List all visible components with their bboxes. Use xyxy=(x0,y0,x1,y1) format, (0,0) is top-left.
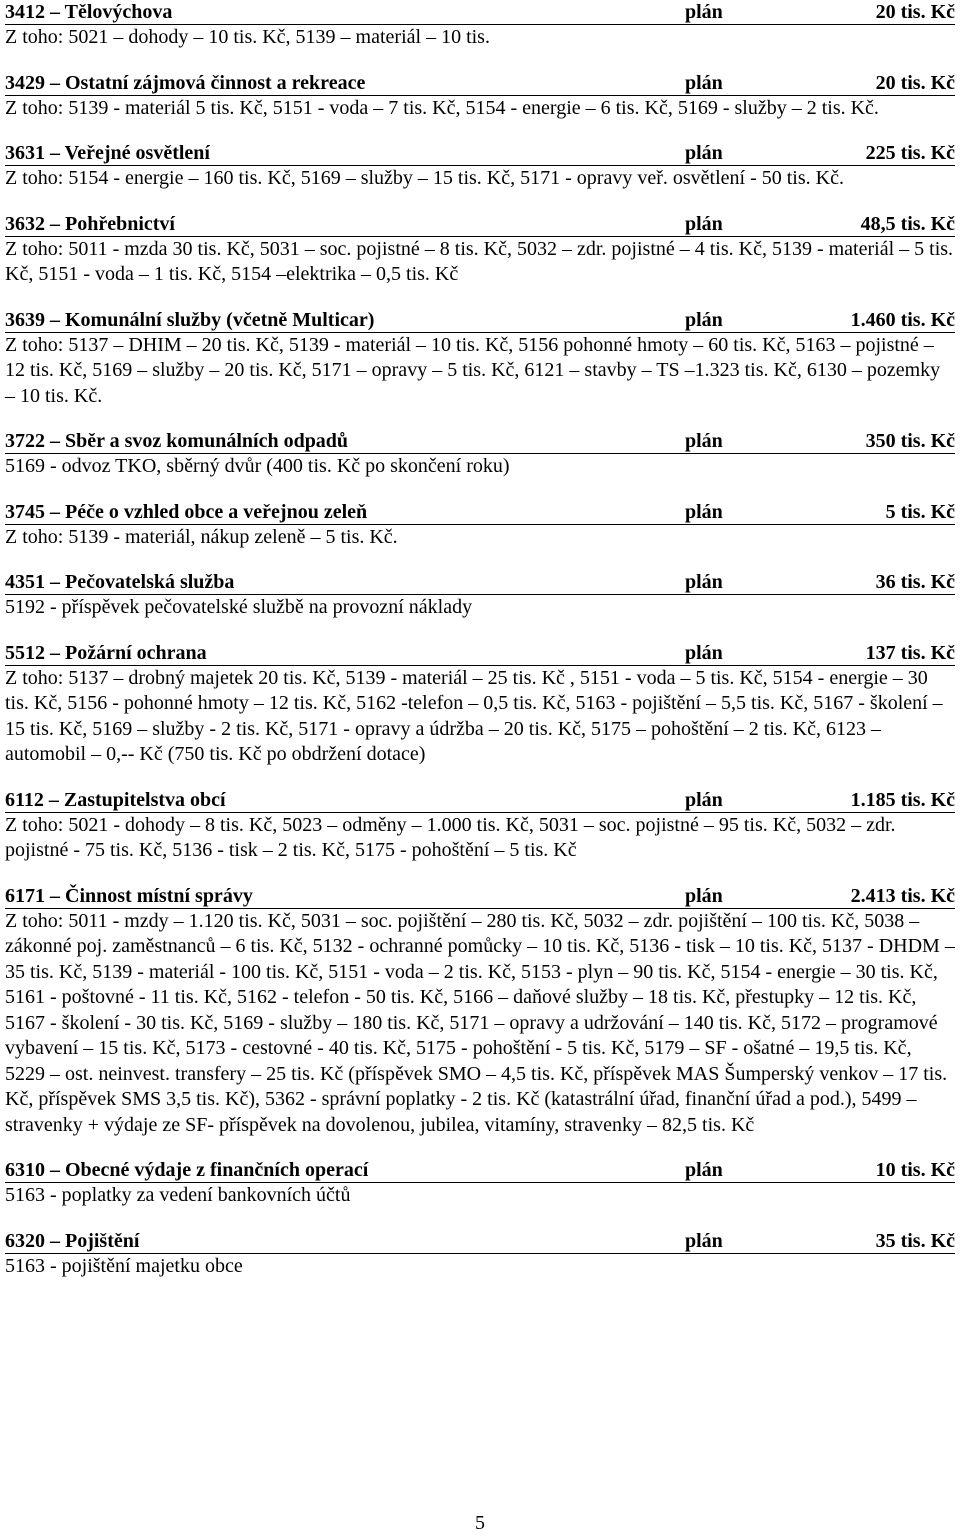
section-breakdown: Z toho: 5137 – DHIM – 20 tis. Kč, 5139 - materiál – 10 tis. Kč, 5156 pohonné hmoty – 60 tis. Kč, 5163 – pojistné – 12 tis. Kč, 5169 – služby – 20 tis. Kč, 5171 – opravy – 5 tis. Kč, 6121 – stavby – TS –1.323 tis. Kč, 6130 – pozemky – 10 tis. Kč. xyxy=(5,333,941,407)
plan-label: plán xyxy=(685,788,723,811)
section-breakdown: Z toho: 5021 – dohody – 10 tis. Kč, 5139 – materiál – 10 tis. xyxy=(5,26,490,48)
budget-document xyxy=(5,0,955,1299)
plan-amount: 225 tis. Kč xyxy=(865,142,955,164)
section-header xyxy=(5,71,955,96)
section-breakdown: 5163 - poplatky za vedení bankovních účtů xyxy=(5,1184,351,1206)
plan-amount: 1.185 tis. Kč xyxy=(850,788,955,811)
section-breakdown: Z toho: 5011 - mzdy – 1.120 tis. Kč, 5031 – soc. pojištění – 280 tis. Kč, 5032 – zdr. pojištění – 100 tis. Kč, 5038 – zákonné poj. zaměstnanců – 6 tis. Kč, 5132 - ochranné pomůcky – 10 tis. Kč, 5136 - tisk – 10 tis. Kč, 5137 - DHDM – 35 tis. Kč, 5139 - materiál - 100 tis. Kč, 5151 - voda – 2 tis. Kč, 5153 - plyn – 90 tis. Kč, 5154 - energie – 30 tis. Kč, 5161 - poštovné - 11 tis. Kč, 5162 - telefon - 50 tis. Kč, 5166 – daňové služby – 18 tis. Kč, přestupky – 12 tis. Kč, 5167 - školení - 30 tis. Kč, 5169 - služby – 180 tis. Kč, 5171 – opravy a udržování – 140 tis. Kč, 5172 – programové vybavení – 15 tis. Kč, 5173 - cestovné - 40 tis. Kč, 5175 - pohoštění - 5 tis. Kč, 5179 – SF - ošatné – 19,5 tis. Kč, 5229 – ost. neinvest. transfery – 25 tis. Kč (příspěvek SMO – 4,5 tis. Kč, příspěvek MAS Šumperský venkov – 17 tis. Kč, příspěvek SMS 3,5 tis. Kč), 5362 - správní poplatky - 2 tis. Kč (katastrální úřad, finanční úřad a pod.), 5499 – stravenky + výdaje ze SF- příspěvek na dovolenou, jubilea, vitamíny, stravenky – 82,5 tis. Kč xyxy=(5,909,955,1136)
section-title: 6310 – Obecné výdaje z finančních operací xyxy=(5,1159,369,1181)
section-header xyxy=(5,788,955,813)
section-header xyxy=(5,429,955,454)
plan-label: plán xyxy=(685,1229,723,1252)
section-title: 4351 – Pečovatelská služba xyxy=(5,571,235,593)
section-header xyxy=(5,884,955,909)
plan-label: plán xyxy=(685,308,723,331)
section-title: 6320 – Pojištění xyxy=(5,1229,140,1252)
plan-label: plán xyxy=(685,212,723,235)
plan-amount: 48,5 tis. Kč xyxy=(860,212,955,235)
budget-section xyxy=(5,0,955,51)
section-header xyxy=(5,1229,955,1254)
budget-section xyxy=(5,500,955,551)
plan-label: plán xyxy=(685,1,723,23)
section-header xyxy=(5,141,955,166)
budget-section xyxy=(5,1229,955,1280)
section-title: 5512 – Požární ochrana xyxy=(5,641,207,664)
section-header xyxy=(5,308,955,333)
section-header xyxy=(5,500,955,525)
plan-amount: 10 tis. Kč xyxy=(875,1159,955,1181)
budget-section xyxy=(5,308,955,410)
plan-amount: 1.460 tis. Kč xyxy=(850,308,955,331)
section-breakdown: Z toho: 5154 - energie – 160 tis. Kč, 5169 – služby – 15 tis. Kč, 5171 - opravy veř. osvětlení - 50 tis. Kč. xyxy=(5,167,844,189)
plan-label: plán xyxy=(685,884,723,907)
plan-label: plán xyxy=(685,142,723,164)
section-breakdown: 5169 - odvoz TKO, sběrný dvůr (400 tis. Kč po skončení roku) xyxy=(5,455,510,477)
section-header xyxy=(5,1158,955,1183)
budget-section xyxy=(5,1158,955,1209)
plan-amount: 5 tis. Kč xyxy=(885,500,955,523)
plan-label: plán xyxy=(685,641,723,664)
section-title: 3639 – Komunální služby (včetně Multicar) xyxy=(5,308,375,331)
budget-section xyxy=(5,570,955,621)
section-title: 3632 – Pohřebnictví xyxy=(5,212,175,235)
budget-section xyxy=(5,141,955,192)
budget-section xyxy=(5,71,955,122)
plan-label: plán xyxy=(685,1159,723,1181)
section-title: 6171 – Činnost místní správy xyxy=(5,884,253,907)
plan-amount: 20 tis. Kč xyxy=(875,1,955,23)
section-header xyxy=(5,570,955,595)
section-title: 3745 – Péče o vzhled obce a veřejnou zeleň xyxy=(5,500,368,523)
plan-label: plán xyxy=(685,500,723,523)
plan-amount: 137 tis. Kč xyxy=(865,641,955,664)
section-title: 6112 – Zastupitelstva obcí xyxy=(5,788,226,811)
budget-section xyxy=(5,429,955,480)
section-breakdown: Z toho: 5137 – drobný majetek 20 tis. Kč, 5139 - materiál – 25 tis. Kč , 5151 - voda – 5 tis. Kč, 5154 - energie – 30 tis. Kč, 5156 - pohonné hmoty – 12 tis. Kč, 5162 -telefon – 0,5 tis. Kč, 5163 - pojištění – 5,5 tis. Kč, 5167 - školení – 15 tis. Kč, 5169 – služby - 2 tis. Kč, 5171 - opravy a údržba – 20 tis. Kč, 5175 – pohoštění – 2 tis. Kč, 6123 – automobil – 0,-- Kč (750 tis. Kč po obdržení dotace) xyxy=(5,666,943,765)
budget-section xyxy=(5,884,955,1139)
plan-label: plán xyxy=(685,430,723,452)
section-title: 3722 – Sběr a svoz komunálních odpadů xyxy=(5,430,349,452)
section-header xyxy=(5,0,955,25)
plan-amount: 35 tis. Kč xyxy=(875,1229,955,1252)
budget-section xyxy=(5,212,955,288)
plan-amount: 350 tis. Kč xyxy=(865,430,955,452)
section-title: 3631 – Veřejné osvětlení xyxy=(5,142,210,164)
page-number: 5 xyxy=(475,1512,485,1534)
section-breakdown: Z toho: 5139 - materiál 5 tis. Kč, 5151 - voda – 7 tis. Kč, 5154 - energie – 6 tis. Kč, 5169 - služby – 2 tis. Kč. xyxy=(5,96,879,119)
plan-label: plán xyxy=(685,71,723,94)
section-breakdown: 5163 - pojištění majetku obce xyxy=(5,1254,243,1277)
budget-section xyxy=(5,641,955,768)
plan-amount: 36 tis. Kč xyxy=(875,571,955,593)
section-breakdown: 5192 - příspěvek pečovatelské službě na provozní náklady xyxy=(5,596,473,618)
section-breakdown: Z toho: 5011 - mzda 30 tis. Kč, 5031 – soc. pojistné – 8 tis. Kč, 5032 – zdr. pojistné – 4 tis. Kč, 5139 - materiál – 5 tis. Kč, 5151 - voda – 1 tis. Kč, 5154 –elektrika – 0,5 tis. Kč xyxy=(5,237,954,285)
plan-amount: 20 tis. Kč xyxy=(875,71,955,94)
section-title: 3412 – Tělovýchova xyxy=(5,1,173,23)
budget-section xyxy=(5,788,955,864)
plan-label: plán xyxy=(685,571,723,593)
plan-amount: 2.413 tis. Kč xyxy=(850,884,955,907)
section-header xyxy=(5,641,955,666)
section-breakdown: Z toho: 5021 - dohody – 8 tis. Kč, 5023 – odměny – 1.000 tis. Kč, 5031 – soc. pojistné – 95 tis. Kč, 5032 – zdr. pojistné - 75 tis. Kč, 5136 - tisk – 2 tis. Kč, 5175 - pohoštění – 5 tis. Kč xyxy=(5,813,896,861)
section-title: 3429 – Ostatní zájmová činnost a rekreace xyxy=(5,71,366,94)
section-header xyxy=(5,212,955,237)
section-breakdown: Z toho: 5139 - materiál, nákup zeleně – 5 tis. Kč. xyxy=(5,525,398,548)
